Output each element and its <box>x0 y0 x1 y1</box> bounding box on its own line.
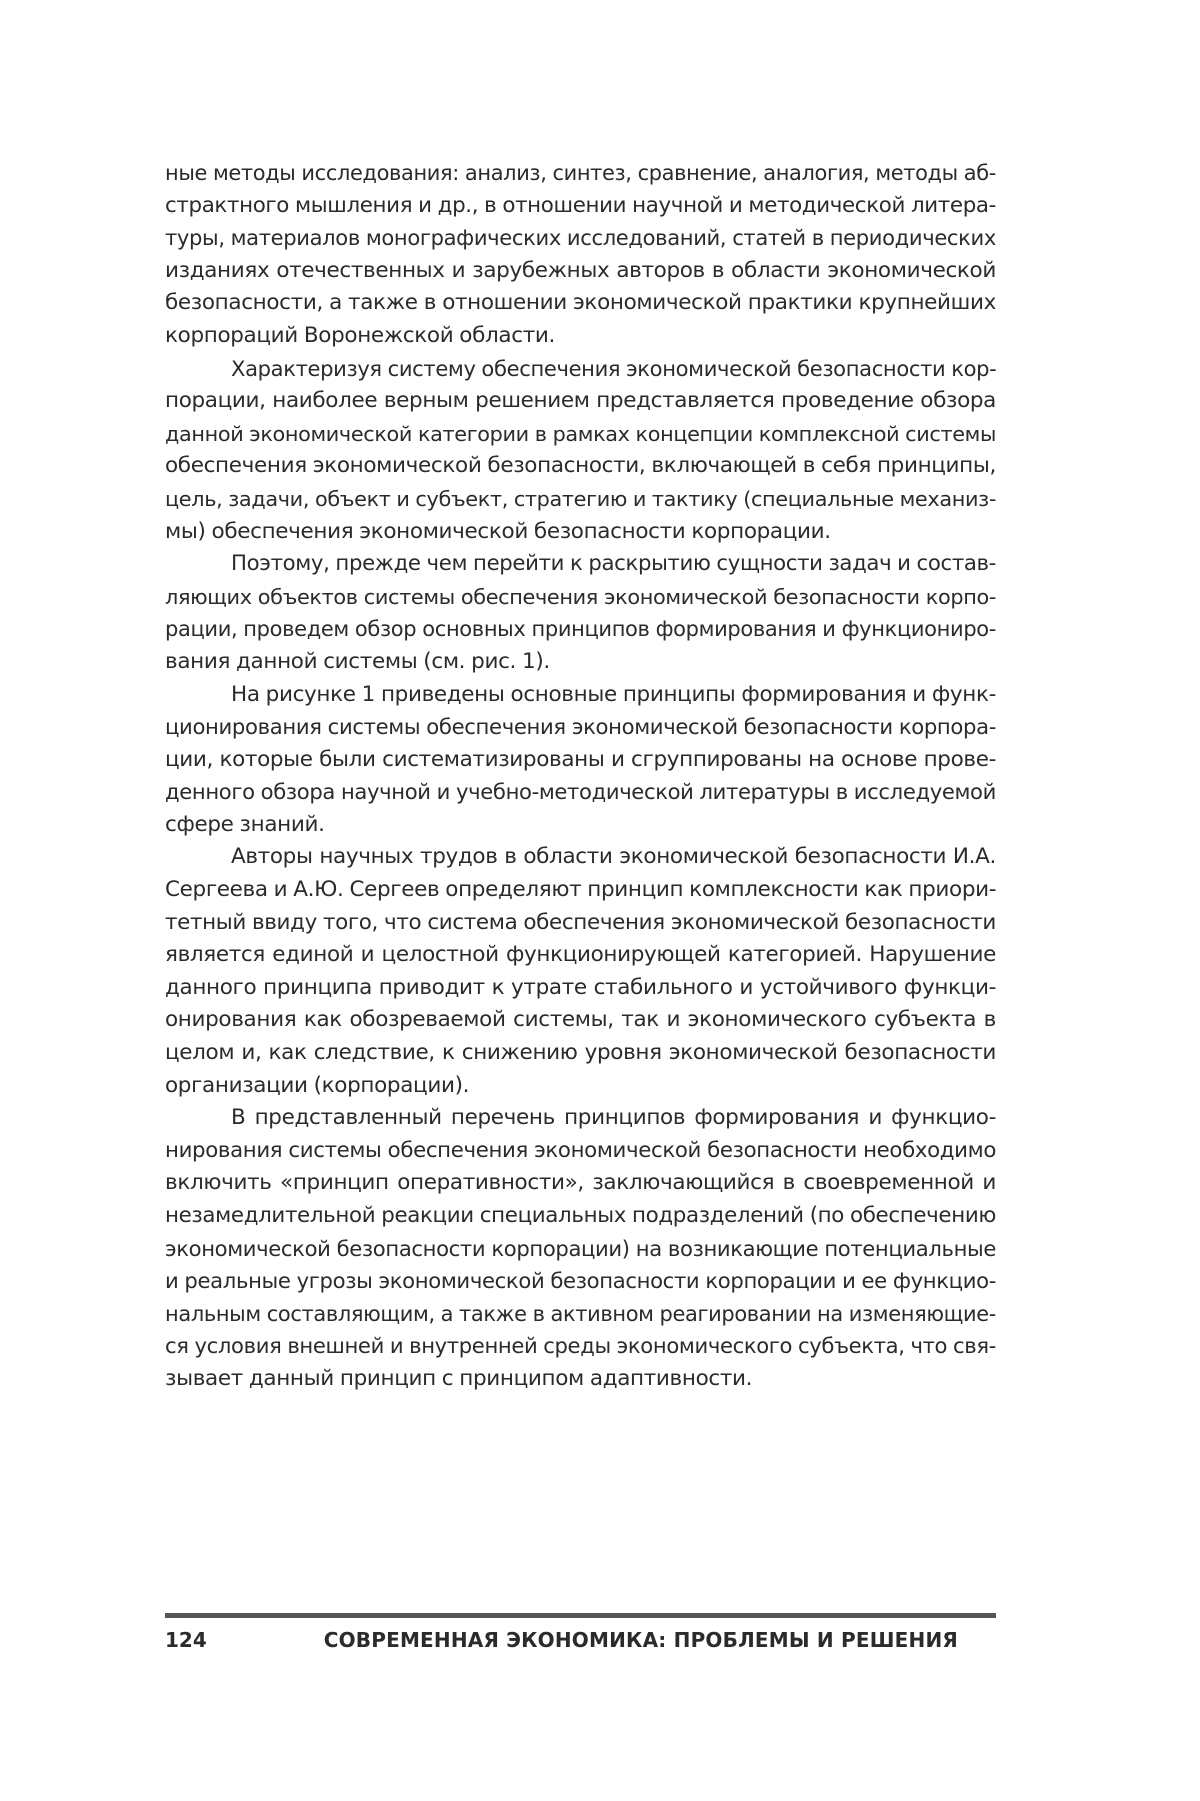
text-line: цель, задачи, объект и субъект, стратегию и тактику (специальные механиз- <box>165 486 996 511</box>
text-line: Характеризуя систему обеспечения экономической безопасности кор- <box>231 355 997 381</box>
text-line: данной экономической категории в рамках концепции комплексной системы <box>165 421 996 446</box>
text-line: Авторы научных трудов в области экономической безопасности И.А. <box>231 844 996 870</box>
text-line: и реальные угрозы экономической безопасности корпорации и ее функцио- <box>165 1268 996 1294</box>
page-footer <box>165 1625 996 1655</box>
text-line: тетный ввиду того, что система обеспечения экономической безопасности <box>165 909 996 935</box>
text-line: корпораций Воронежской области. <box>165 322 555 348</box>
text-line: нирования системы обеспечения экономической безопасности необходимо <box>165 1137 996 1163</box>
text-line: ся условия внешней и внутренней среды экономического субъекта, что свя- <box>165 1333 996 1359</box>
text-line: экономической безопасности корпорации) на возникающие потенциальные <box>165 1235 996 1261</box>
text-line: онирования как обозреваемой системы, так и экономического субъекта в <box>165 1007 996 1033</box>
text-line: страктного мышления и др., в отношении научной и методической литера- <box>165 192 996 218</box>
text-line: Поэтому, прежде чем перейти к раскрытию сущности задач и состав- <box>231 551 996 577</box>
text-line: незамедлительной реакции специальных подразделений (по обеспечению <box>165 1203 996 1228</box>
text-line: нальным составляющим, а также в активном реагировании на изменяющие- <box>165 1301 996 1326</box>
text-line: ции, которые были систематизированы и сгруппированы на основе прове- <box>165 746 996 772</box>
text-line: безопасности, а также в отношении экономической практики крупнейших <box>165 290 996 316</box>
text-line: Сергеева и А.Ю. Сергеев определяют принцип комплексности как приори- <box>165 877 997 903</box>
text-line: включить «принцип оперативности», заключающийся в своевременной и <box>165 1170 996 1196</box>
text-line: В представленный перечень принципов формирования и функцио- <box>231 1105 996 1131</box>
text-line: организации (корпорации). <box>165 1072 470 1098</box>
text-line: порации, наиболее верным решением представляется проведение обзора <box>165 388 996 414</box>
text-line: целом и, как следствие, к снижению уровня экономической безопасности <box>165 1040 996 1066</box>
footer-rule <box>165 1613 996 1618</box>
text-line: вания данной системы (см. рис. 1). <box>165 648 550 674</box>
page-body <box>165 157 996 1396</box>
text-line: данного принципа приводит к утрате стабильного и устойчивого функци- <box>165 974 996 1000</box>
text-line: ционирования системы обеспечения экономической безопасности корпора- <box>165 714 996 740</box>
page-number: 124 <box>165 1628 207 1652</box>
text-line: денного обзора научной и учебно-методической литературы в исследуемой <box>165 779 996 805</box>
text-line: зывает данный принцип с принципом адаптивности. <box>165 1365 753 1391</box>
text-line: изданиях отечественных и зарубежных авторов в области экономической <box>165 257 996 283</box>
text-line: мы) обеспечения экономической безопасности корпорации. <box>165 518 831 544</box>
text-line: обеспечения экономической безопасности, включающей в себя принципы, <box>165 453 996 479</box>
text-line: На рисунке 1 приведены основные принципы формирования и функ- <box>231 681 996 707</box>
text-line: является единой и целостной функционирующей категорией. Нарушение <box>165 942 996 968</box>
running-title: СОВРЕМЕННАЯ ЭКОНОМИКА: ПРОБЛЕМЫ И РЕШЕНИЯ <box>323 1628 958 1652</box>
text-line: ляющих объектов системы обеспечения экономической безопасности корпо- <box>165 584 996 609</box>
text-line: рации, проведем обзор основных принципов формирования и функциониро- <box>165 617 996 642</box>
text-line: сфере знаний. <box>165 811 325 837</box>
text-line: туры, материалов монографических исследований, статей в периодических <box>165 225 996 251</box>
text-line: ные методы исследования: анализ, синтез, сравнение, аналогия, методы аб- <box>165 161 996 185</box>
